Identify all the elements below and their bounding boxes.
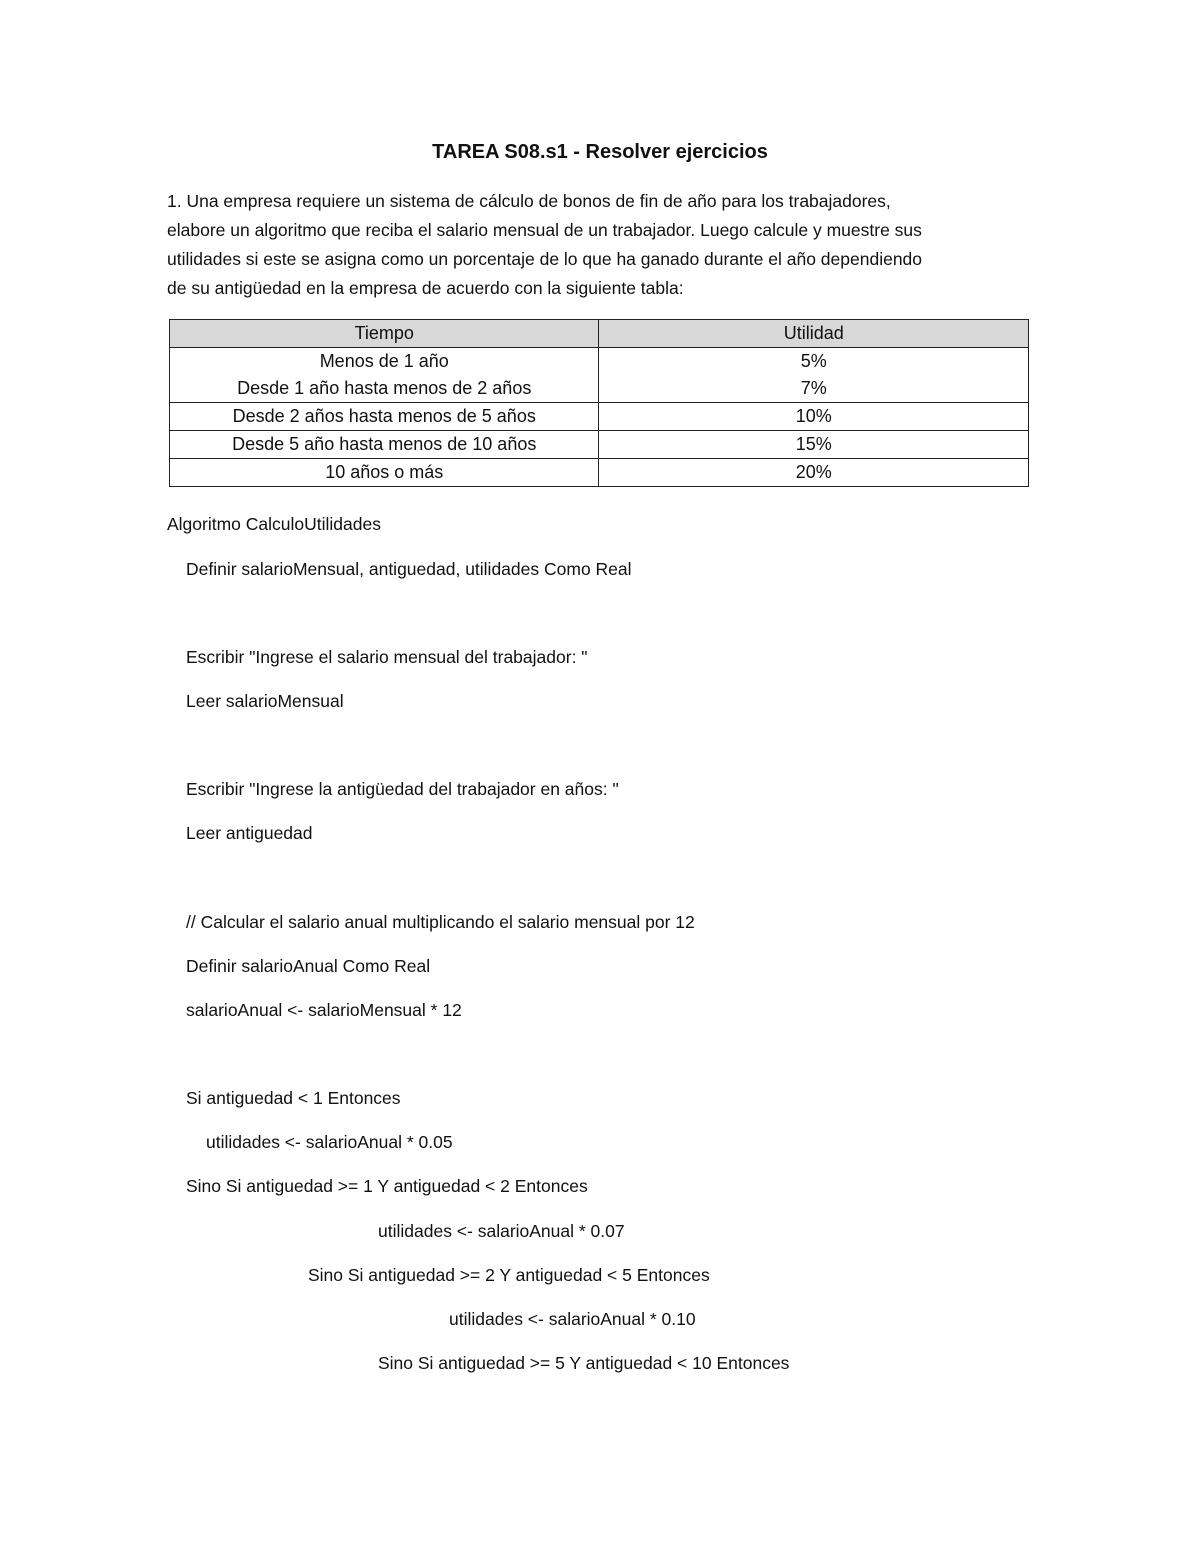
table-row (170, 403, 1029, 431)
code-comment: // Calcular el salario anual multiplicando el salario mensual por 12 (186, 912, 695, 932)
code-line: Sino Si antiguedad >= 5 Y antiguedad < 10 Entonces (378, 1353, 790, 1373)
header-tiempo: Tiempo (170, 320, 599, 348)
header-utilidad: Utilidad (599, 320, 1029, 348)
tiempo-cell: Desde 2 años hasta menos de 5 años (170, 403, 599, 431)
tiempo-text: Desde 1 año hasta menos de 2 años (237, 378, 532, 398)
problem-line: elabore un algoritmo que reciba el salario mensual de un trabajador. Luego calcule y muestre sus (167, 220, 922, 240)
code-line-algorithm: Algoritmo CalculoUtilidades (167, 514, 381, 534)
table-row (170, 459, 1029, 487)
code-line: salarioAnual <- salarioMensual * 12 (186, 1000, 462, 1020)
code-line: Escribir "Ingrese el salario mensual del trabajador: " (186, 647, 588, 667)
utilidad-cell: 15% (599, 431, 1029, 459)
utilidad-text: 5% (800, 351, 827, 371)
problem-line: de su antigüedad en la empresa de acuerdo con la siguiente tabla: (167, 278, 684, 298)
code-line: utilidades <- salarioAnual * 0.05 (206, 1132, 453, 1152)
code-line: utilidades <- salarioAnual * 0.07 (378, 1221, 625, 1241)
table-row (170, 431, 1029, 459)
document-title: TAREA S08.s1 - Resolver ejercicios (432, 141, 768, 163)
code-line: Leer salarioMensual (186, 691, 344, 711)
tiempo-text: Menos de 1 año (319, 351, 449, 371)
table-row (170, 348, 1029, 403)
table-header-row (170, 320, 1029, 348)
problem-line: 1. Una empresa requiere un sistema de cálculo de bonos de fin de año para los trabajadores, (167, 191, 891, 211)
utilidad-cell (599, 348, 1029, 403)
tiempo-cell: Desde 5 año hasta menos de 10 años (170, 431, 599, 459)
tiempo-cell: 10 años o más (170, 459, 599, 487)
problem-statement (167, 187, 1047, 303)
code-line: Leer antiguedad (186, 823, 313, 843)
utilidad-cell: 10% (599, 403, 1029, 431)
utilidad-text: 7% (800, 378, 827, 398)
utilities-table (169, 319, 1029, 487)
code-line: Sino Si antiguedad >= 2 Y antiguedad < 5 Entonces (308, 1265, 710, 1285)
code-line: Definir salarioMensual, antiguedad, utilidades Como Real (186, 559, 632, 579)
code-line: Escribir "Ingrese la antigüedad del trabajador en años: " (186, 779, 619, 799)
code-line: utilidades <- salarioAnual * 0.10 (449, 1309, 696, 1329)
code-line: Si antiguedad < 1 Entonces (186, 1088, 401, 1108)
problem-line: utilidades si este se asigna como un porcentaje de lo que ha ganado durante el año dependiendo (167, 249, 923, 269)
code-line: Definir salarioAnual Como Real (186, 956, 431, 976)
utilidad-cell: 20% (599, 459, 1029, 487)
tiempo-cell (170, 348, 599, 403)
code-line: Sino Si antiguedad >= 1 Y antiguedad < 2 Entonces (186, 1176, 588, 1196)
